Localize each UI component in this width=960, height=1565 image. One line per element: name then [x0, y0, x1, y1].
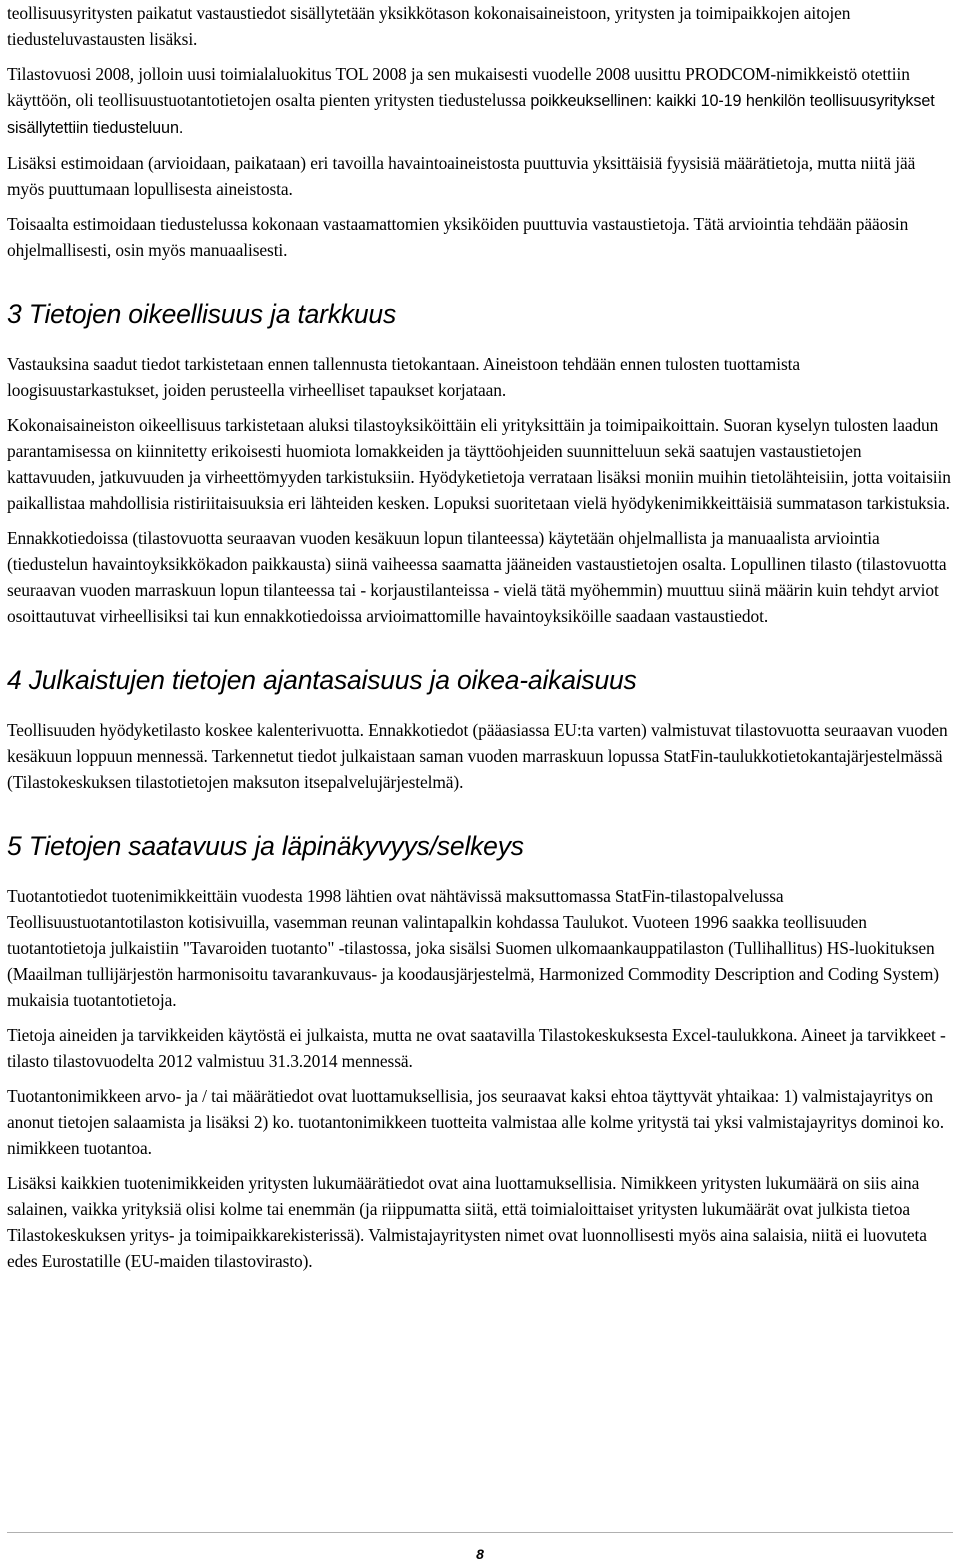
- section-4: [7, 663, 953, 795]
- section-4-paragraph-1: Teollisuuden hyödyketilasto koskee kalenterivuotta. Ennakkotiedot (pääasiassa EU:ta varten) valmistuvat tilastovuotta seuraavan vuoden kesäkuun loppuun mennessä. Tarkennetut tiedot julkaistaan saman vuoden marraskuun lopussa StatFin-taulukkotietokantajärjestelmässä (Tilastokeskuksen tilastotietojen maksuton itsepalvelujärjestelmä).: [7, 720, 948, 792]
- section-3-heading: 3 Tietojen oikeellisuus ja tarkkuus: [7, 299, 396, 329]
- section-3: [7, 297, 953, 629]
- intro-paragraph-2: [7, 61, 953, 141]
- section-5-heading: 5 Tietojen saatavuus ja läpinäkyvyys/selkeys: [7, 831, 524, 861]
- page-number: 8: [476, 1546, 484, 1562]
- section-3-paragraph-1: Vastauksina saadut tiedot tarkistetaan ennen tallennusta tietokantaan. Aineistoon tehdään ennen tulosten tuottamista loogisuustarkastukset, joiden perusteella virheelliset tapaukset korjataan.: [7, 354, 800, 400]
- document-page: [7, 0, 953, 1274]
- intro-paragraph-2-sans: poikkeuksellinen: kaikki 10-19 henkilön teollisuusyritykset sisällytettiin tiedusteluun.: [7, 92, 935, 137]
- section-4-heading: 4 Julkaistujen tietojen ajantasaisuus ja oikea-aikaisuus: [7, 665, 637, 695]
- section-5-paragraph-4: Lisäksi kaikkien tuotenimikkeiden yritysten lukumäärätiedot ovat aina luottamuksellisia. Nimikkeen yritysten lukumäärä on siis aina salainen, vaikka yrityksiä olisi kolme tai enemmän (ja riippumatta siitä, että toimialoittaiset yritysten lukumäärät ovat julkista tietoa Tilastokeskuksen yritys- ja toimipaikkarekisterissä). Valmistajayritysten nimet ovat luonnollisesti myös aina salaisia, niitä ei luovuteta edes Eurostatille (EU-maiden tilastovirasto).: [7, 1173, 927, 1271]
- footer-divider: [7, 1532, 953, 1533]
- intro-paragraph-3: Lisäksi estimoidaan (arvioidaan, paikataan) eri tavoilla havaintoaineistosta puuttuvia yksittäisiä fyysisiä määrätietoja, mutta niitä jää myös puuttumaan lopullisesta aineistosta.: [7, 153, 916, 199]
- section-5-paragraph-2: Tietoja aineiden ja tarvikkeiden käytöstä ei julkaista, mutta ne ovat saatavilla Tilastokeskuksesta Excel-taulukkona. Aineet ja tarvikkeet -tilasto tilastovuodelta 2012 valmistuu 31.3.2014 mennessä.: [7, 1025, 946, 1071]
- section-5-paragraph-3: Tuotantonimikkeen arvo- ja / tai määrätiedot ovat luottamuksellisia, jos seuraavat kaksi ehtoa täyttyvät yhtaikaa: 1) valmistajayritys on anonut tietojen salaamista ja lisäksi 2) ko. tuotantonimikkeen tuotteita valmistaa alle kolme yritystä tai yksi valmistajayritys dominoi ko. nimikkeen tuotantoa.: [7, 1086, 944, 1158]
- section-3-paragraph-2: Kokonaisaineiston oikeellisuus tarkistetaan aluksi tilastoyksiköittäin eli yrityksittäin ja toimipaikoittain. Suoran kyselyn tulosten laadun parantamisessa on kiinnitetty erikoisesti huomiota lomakkeiden ja täyttöohjeiden suunnitteluun sekä saatujen vastaustietojen kattavuuden, jatkuvuuden ja virheettömyyden tarkistuksiin. Hyödyketietoja verrataan lisäksi moniin muihin tietolähteisiin, jotta voitaisiin paikallistaa mahdollisia ristiriitaisuuksia eri lähteiden kesken. Lopuksi suoritetaan vielä hyödykenimikkeittäisiä summatason tarkistuksia.: [7, 415, 951, 513]
- intro-paragraph-2-serif: Tilastovuosi 2008, jolloin uusi toimialaluokitus TOL 2008 ja sen mukaisesti vuodelle 2008 uusittu PRODCOM-nimikkeistö otettiin käyttöön, oli teollisuustuotantotietojen osalta pienten yritysten tiedustelussa: [7, 64, 910, 110]
- section-3-paragraph-3: Ennakkotiedoissa (tilastovuotta seuraavan vuoden kesäkuun lopun tilanteessa) käytetään ohjelmallista ja manuaalista arviointia (tiedustelun havaintoyksikkökadon paikkausta) siinä vaiheessa saamatta jääneiden vastaustietojen osalta. Lopullinen tilasto (tilastovuotta seuraavan vuoden marraskuun lopun tilanteessa tai - korjaustilanteissa - vielä tätä myöhemmin) muuttuu siinä määrin kuin tehdyt arviot osoittautuvat virheellisiksi tai kun ennakkotiedoissa arvioimattomille havaintoyksiköille saadaan vastaustiedot.: [7, 528, 947, 626]
- intro-block: [7, 0, 953, 263]
- section-5-paragraph-1: Tuotantotiedot tuotenimikkeittäin vuodesta 1998 lähtien ovat nähtävissä maksuttomassa StatFin-tilastopalvelussa Teollisuustuotantotilaston kotisivuilla, vasemman reunan valintapalkin kohdassa Taulukot. Vuoteen 1996 saakka teollisuuden tuotantotietoja julkaistiin "Tavaroiden tuotanto" -tilastossa, joka sisälsi Suomen ulkomaankauppatilaston (Tullihallitus) HS-luokituksen (Maailman tullijärjestön harmonisoitu tavarankuvaus- ja koodausjärjestelmä, Harmonized Commodity Description and Coding System) mukaisia tuotantotietoja.: [7, 886, 939, 1010]
- intro-paragraph-4: Toisaalta estimoidaan tiedustelussa kokonaan vastaamattomien yksiköiden puuttuvia vastaustietoja. Tätä arviointia tehdään pääosin ohjelmallisesti, osin myös manuaalisesti.: [7, 214, 909, 260]
- section-5: [7, 829, 953, 1274]
- intro-paragraph-1: teollisuusyritysten paikatut vastaustiedot sisällytetään yksikkötason kokonaisaineistoon, yritysten ja toimipaikkojen aitojen tiedusteluvastausten lisäksi.: [7, 3, 851, 49]
